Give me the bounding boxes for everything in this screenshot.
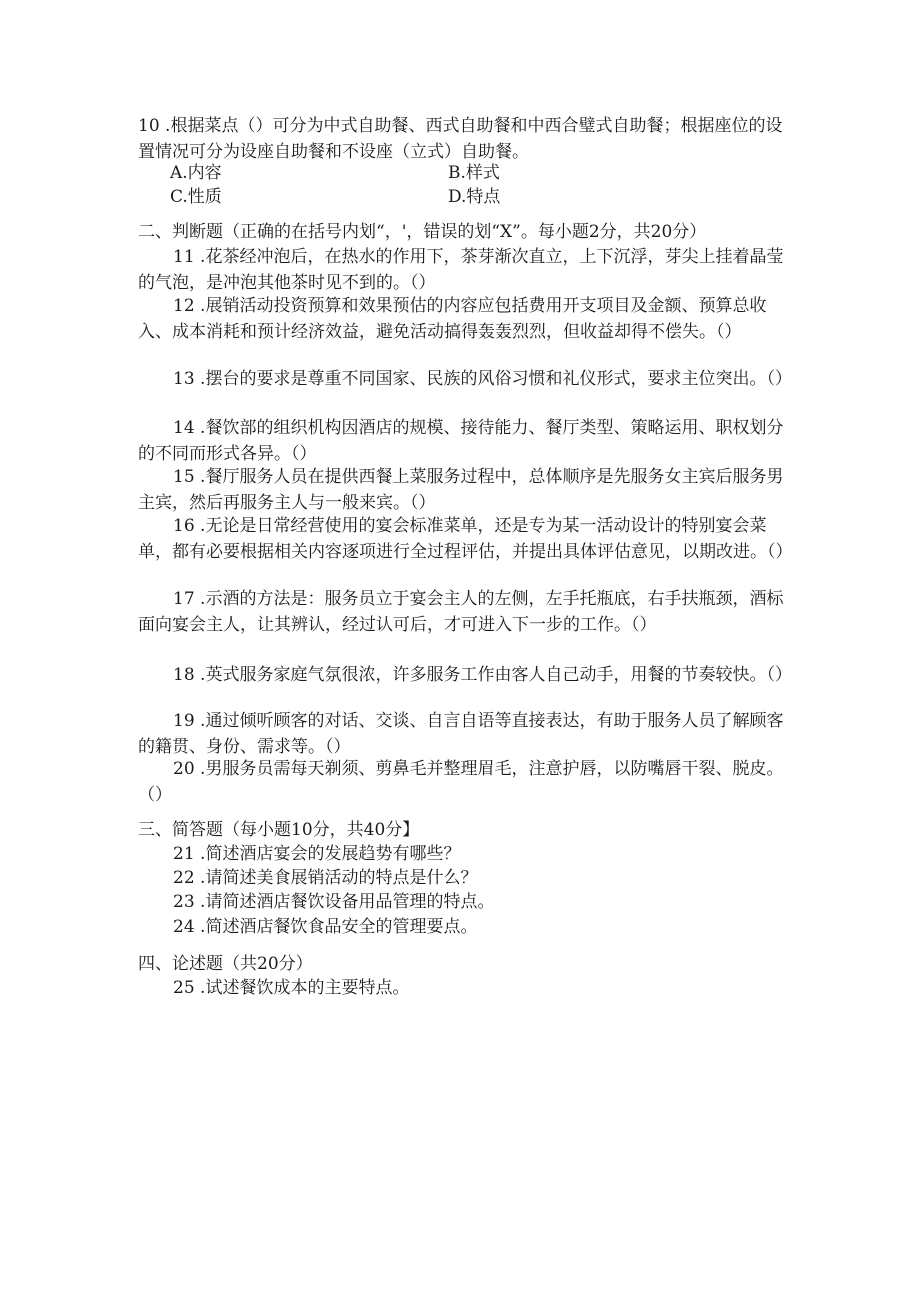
question-22: 22 .请简述美食展销活动的特点是什么？: [173, 868, 478, 888]
option-b: B.样式: [448, 163, 500, 183]
option-a: A.内容: [170, 163, 222, 183]
question-20: 20 .男服务员需每天剃须、剪鼻毛并整理眉毛，注意护唇，以防嘴唇干裂、脱皮。（）: [138, 759, 784, 805]
section-2-heading: 二、判断题（正确的在括号内划“，'，错误的划“X”。每小题2分，共20分）: [138, 222, 707, 242]
option-d: D.特点: [448, 187, 501, 207]
question-23: 23 .请简述酒店餐饮设备用品管理的特点。: [173, 892, 495, 912]
option-c: C.性质: [170, 187, 222, 207]
question-25: 25 .试述餐饮成本的主要特点。: [173, 978, 410, 998]
question-10: 10 .根据菜点（）可分为中式自助餐、西式自助餐和中西合璧式自助餐；根据座位的设置情况可分为设座自助餐和不设座（立式）自助餐。: [138, 116, 783, 162]
question-19: 19 .通过倾听顾客的对话、交谈、自言自语等直接表达，有助于服务人员了解顾客的籍贯、身份、需求等。（）: [138, 711, 784, 757]
question-24: 24 .简述酒店餐饮食品安全的管理要点。: [173, 917, 478, 937]
question-21: 21 .简述酒店宴会的发展趋势有哪些？: [173, 844, 461, 864]
question-16: 16 .无论是日常经营使用的宴会标准菜单，还是专为某一活动设计的特别宴会菜单，都有必要根据相关内容逐项进行全过程评估，并提出具体评估意见，以期改进。（）: [138, 516, 793, 562]
question-11: 11 .花茶经冲泡后，在热水的作用下，茶芽渐次直立，上下沉浮，芽尖上挂着晶莹的气泡，是冲泡其他茶时见不到的。（）: [138, 247, 784, 293]
section-3-heading: 三、简答题（每小题10分，共40分】: [138, 820, 420, 840]
question-17: 17 .示酒的方法是：服务员立于宴会主人的左侧，左手托瓶底，右手扶瓶颈，酒标面向宴会主人，让其辨认，经过认可后，才可进入下一步的工作。（）: [138, 589, 784, 635]
question-14: 14 .餐饮部的组织机构因酒店的规模、接待能力、餐厅类型、策略运用、职权划分的不同而形式各异。（）: [138, 418, 784, 464]
section-4-heading: 四、论述题（共20分）: [138, 954, 313, 974]
question-18: 18 .英式服务家庭气氛很浓，许多服务工作由客人自己动手，用餐的节奏较快。（）: [173, 665, 792, 685]
question-15: 15 .餐厅服务人员在提供西餐上菜服务过程中，总体顺序是先服务女主宾后服务男主宾，然后再服务主人与一般来宾。（）: [138, 467, 784, 513]
question-13: 13 .摆台的要求是尊重不同国家、民族的风俗习惯和礼仪形式，要求主位突出。（）: [173, 369, 792, 389]
question-12: 12 .展销活动投资预算和效果预估的内容应包括费用开支项目及金额、预算总收入、成本消耗和预计经济效益，避免活动搞得轰轰烈烈，但收益却得不偿失。（）: [138, 296, 767, 342]
